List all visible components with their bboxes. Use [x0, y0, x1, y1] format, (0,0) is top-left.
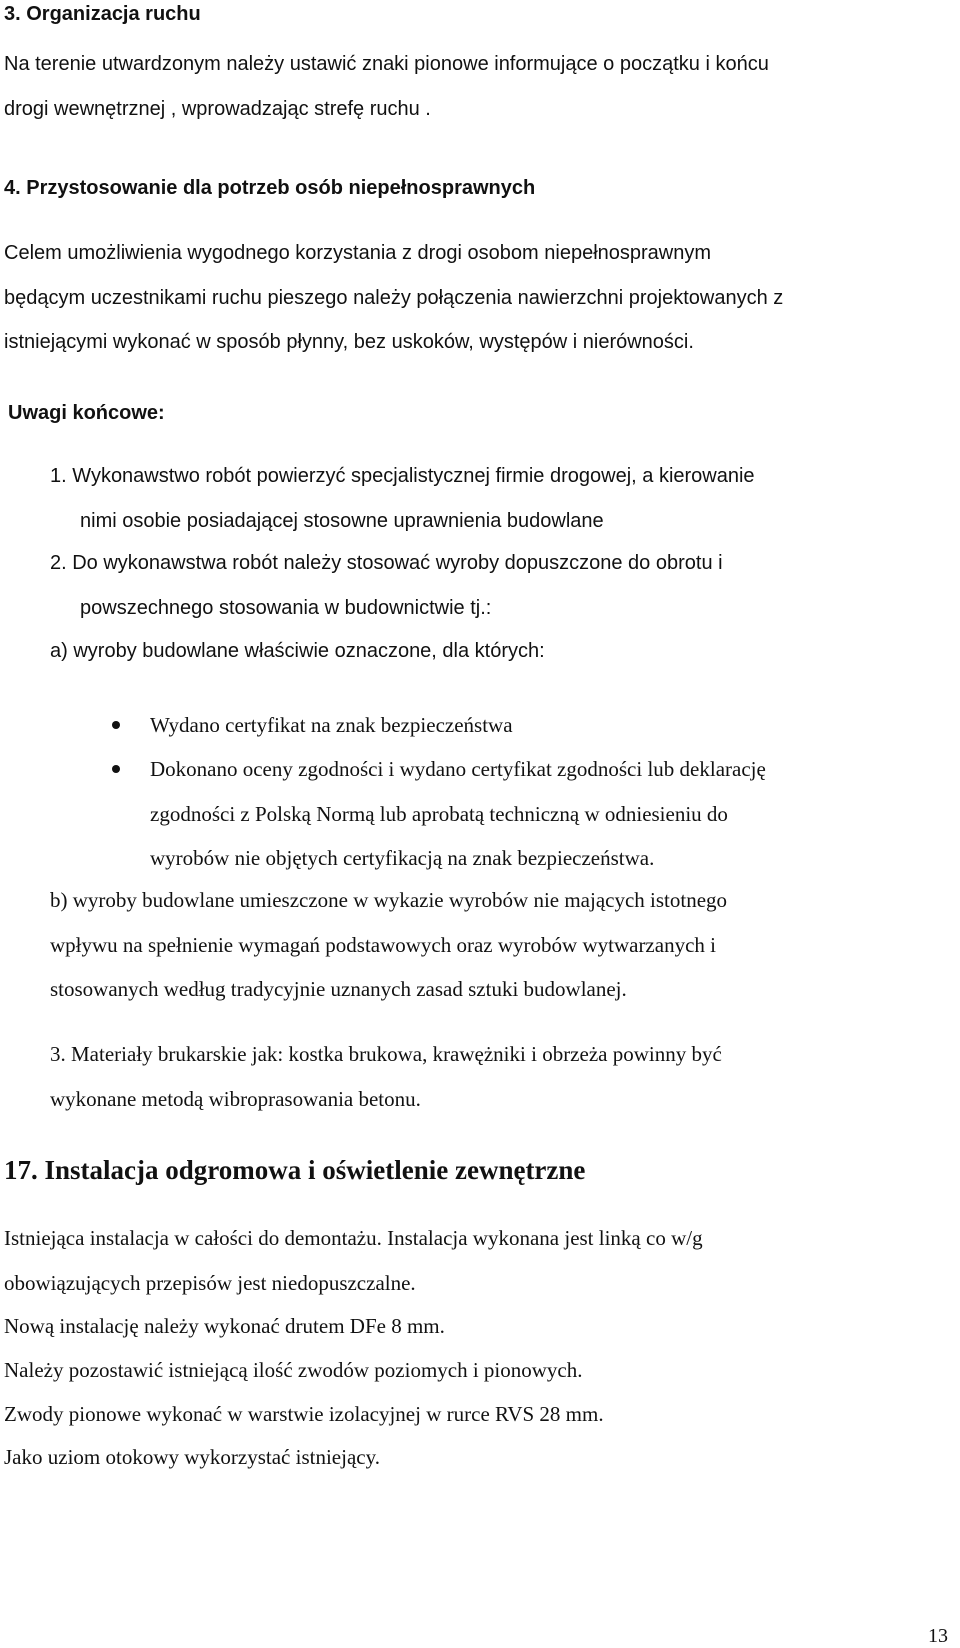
remark-1-line-2: nimi osobie posiadającej stosowne uprawnienia budowlane — [80, 510, 604, 532]
remark-b-line-1: b) wyroby budowlane umieszczone w wykazie wyrobów nie mających istotnego — [50, 888, 728, 912]
remark-1-line-1: 1. Wykonawstwo robót powierzyć specjalistycznej firmie drogowej, a kierowanie — [50, 465, 755, 487]
section-17-line-3: Nową instalację należy wykonać drutem DFe 8 mm. — [4, 1314, 445, 1338]
section-4-line-2: będącym uczestnikami ruchu pieszego należy połączenia nawierzchni projektowanych z — [4, 287, 784, 309]
remark-a-intro: a) wyroby budowlane właściwie oznaczone, dla których: — [50, 640, 545, 662]
section-17-line-1: Istniejąca instalacja w całości do demontażu. Instalacja wykonana jest linką co w/g — [4, 1226, 703, 1250]
section-4-heading: 4. Przystosowanie dla potrzeb osób niepełnosprawnych — [4, 177, 536, 199]
bullet-2-dot — [112, 765, 120, 773]
remark-2-line-1: 2. Do wykonawstwa robót należy stosować wyroby dopuszczone do obrotu i — [50, 552, 723, 574]
section-17-heading: 17. Instalacja odgromowa i oświetlenie zewnętrzne — [4, 1155, 586, 1185]
remark-b-line-3: stosowanych według tradycyjnie uznanych zasad sztuki budowlanej. — [50, 977, 627, 1001]
section-3-line-2: drogi wewnętrznej , wprowadzając strefę ruchu . — [4, 98, 431, 120]
remark-2-line-2: powszechnego stosowania w budownictwie tj.: — [80, 597, 492, 619]
section-4-line-1: Celem umożliwienia wygodnego korzystania z drogi osobom niepełnosprawnym — [4, 242, 712, 264]
section-17-line-2: obowiązujących przepisów jest niedopuszczalne. — [4, 1271, 416, 1295]
section-17-line-5: Zwody pionowe wykonać w warstwie izolacyjnej w rurce RVS 28 mm. — [4, 1402, 604, 1426]
bullet-2-line-3: wyrobów nie objętych certyfikacją na znak bezpieczeństwa. — [150, 846, 655, 870]
remarks-heading: Uwagi końcowe: — [8, 402, 165, 424]
section-17-line-6: Jako uziom otokowy wykorzystać istniejący. — [4, 1445, 380, 1469]
bullet-2-line-2: zgodności z Polską Normą lub aprobatą techniczną w odniesieniu do — [150, 802, 728, 826]
section-3-line-1: Na terenie utwardzonym należy ustawić znaki pionowe informujące o początku i końcu — [4, 53, 769, 75]
remark-3-line-1: 3. Materiały brukarskie jak: kostka brukowa, krawężniki i obrzeża powinny być — [50, 1042, 722, 1066]
section-3-heading: 3. Organizacja ruchu — [4, 3, 201, 25]
remark-3-line-2: wykonane metodą wibroprasowania betonu. — [50, 1087, 421, 1111]
page-number: 13 — [928, 1625, 948, 1647]
remark-b-line-2: wpływu na spełnienie wymagań podstawowych oraz wyrobów wytwarzanych i — [50, 933, 716, 957]
bullet-2-line-1: Dokonano oceny zgodności i wydano certyfikat zgodności lub deklarację — [150, 757, 766, 781]
bullet-1-text: Wydano certyfikat na znak bezpieczeństwa — [150, 713, 513, 737]
section-4-line-3: istniejącymi wykonać w sposób płynny, bez uskoków, występów i nierówności. — [4, 331, 694, 353]
section-17-line-4: Należy pozostawić istniejącą ilość zwodów poziomych i pionowych. — [4, 1358, 583, 1382]
bullet-1-dot — [112, 721, 120, 729]
